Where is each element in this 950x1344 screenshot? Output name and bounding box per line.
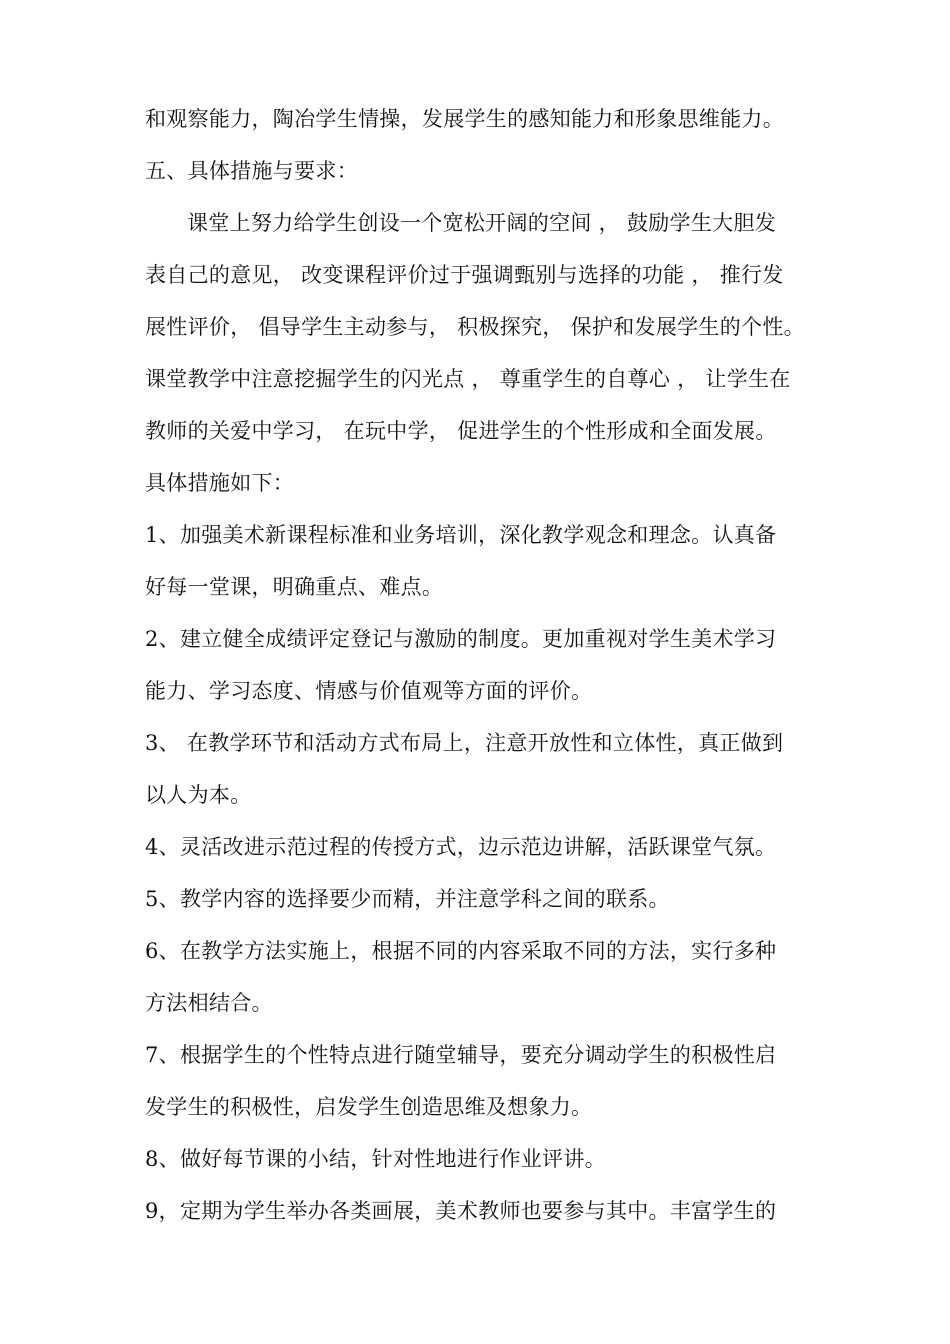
list-item-7-line-2: 发学生的积极性，启发学生创造思维及想象力。 xyxy=(145,1095,593,1119)
text-line-4: 表自己的意见， 改变课程评价过于强调甄别与选择的功能 ， 推行发 xyxy=(145,263,784,287)
list-item-3-line-2: 以人为本。 xyxy=(145,783,252,807)
text-line-3: 课堂上努力给学生创设一个宽松开阔的空间 ， 鼓励学生大胆发 xyxy=(187,211,777,235)
list-item-1-line-1: 1、加强美术新课程标准和业务培训，深化教学观念和理念。认真备 xyxy=(145,523,777,547)
text-line-8: 具体措施如下： xyxy=(145,471,295,495)
section-heading: 五、具体措施与要求： xyxy=(145,159,358,183)
list-item-3-line-1: 3、 在教学环节和活动方式布局上，注意开放性和立体性，真正做到 xyxy=(145,731,784,755)
list-item-9-line-1: 9，定期为学生举办各类画展，美术教师也要参与其中。丰富学生的 xyxy=(145,1199,777,1223)
list-item-8: 8、做好每节课的小结，针对性地进行作业评讲。 xyxy=(145,1147,606,1171)
list-item-5: 5、教学内容的选择要少而精，并注意学科之间的联系。 xyxy=(145,887,670,911)
list-item-1-line-2: 好每一堂课，明确重点、难点。 xyxy=(145,575,444,599)
list-item-6-line-2: 方法相结合。 xyxy=(145,991,273,1015)
list-item-4: 4、灵活改进示范过程的传授方式，边示范边讲解，活跃课堂气氛。 xyxy=(145,835,777,859)
text-line-7: 教师的关爱中学习， 在玩中学， 促进学生的个性形成和全面发展。 xyxy=(145,419,777,443)
list-item-6-line-1: 6、在教学方法实施上，根据不同的内容采取不同的方法，实行多种 xyxy=(145,939,777,963)
text-line-1: 和观察能力，陶冶学生情操，发展学生的感知能力和形象思维能力。 xyxy=(145,107,784,131)
text-line-5: 展性评价， 倡导学生主动参与， 积极探究， 保护和发展学生的个性。 xyxy=(145,315,805,339)
list-item-2-line-2: 能力、学习态度、情感与价值观等方面的评价。 xyxy=(145,679,593,703)
text-line-6: 课堂教学中注意挖掘学生的闪光点 ， 尊重学生的自尊心 ， 让学生在 xyxy=(145,367,791,391)
list-item-7-line-1: 7、根据学生的个性特点进行随堂辅导，要充分调动学生的积极性启 xyxy=(145,1043,777,1067)
list-item-2-line-1: 2、建立健全成绩评定登记与激励的制度。更加重视对学生美术学习 xyxy=(145,627,777,651)
